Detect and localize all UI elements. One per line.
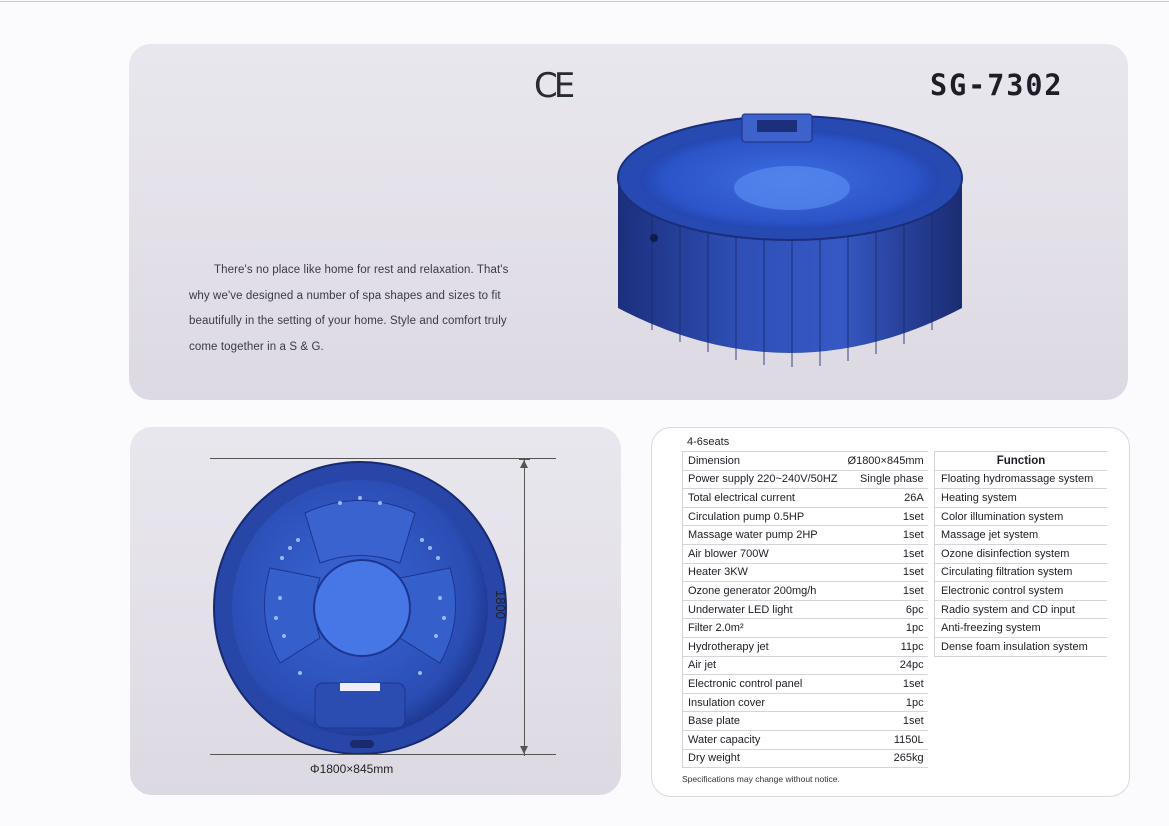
table-row <box>683 563 928 582</box>
spec-value: 1150L <box>843 730 928 749</box>
spec-value: 6pc <box>843 600 928 619</box>
spec-label: Electronic control panel <box>683 675 843 694</box>
spec-value: 265kg <box>843 749 928 768</box>
function-item: Dense foam insulation system <box>935 637 1108 656</box>
spec-label: Dimension <box>683 452 843 471</box>
table-row <box>935 582 1108 601</box>
spec-value: 24pc <box>843 656 928 675</box>
table-row <box>935 563 1108 582</box>
seats-label: 4-6seats <box>687 436 730 448</box>
spec-value: Ø1800×845mm <box>843 452 928 471</box>
spec-label: Insulation cover <box>683 693 843 712</box>
spec-label: Hydrotherapy jet <box>683 637 843 656</box>
top-rule <box>0 1 1169 2</box>
table-row <box>683 507 928 526</box>
spec-label: Dry weight <box>683 749 843 768</box>
spec-value: 1set <box>843 582 928 601</box>
table-row <box>683 693 928 712</box>
dimension-line-top <box>210 458 556 459</box>
dimension-tick-bottom <box>519 754 530 755</box>
spec-label: Heater 3KW <box>683 563 843 582</box>
table-row <box>683 582 928 601</box>
spec-value: 26A <box>843 489 928 508</box>
function-item: Circulating filtration system <box>935 563 1108 582</box>
function-item: Massage jet system <box>935 526 1108 545</box>
spec-value: 1set <box>843 507 928 526</box>
table-row <box>683 470 928 489</box>
spec-value: 1set <box>843 526 928 545</box>
arrow-down-icon <box>520 746 528 754</box>
table-row <box>683 544 928 563</box>
spec-value: 1pc <box>843 619 928 638</box>
spec-value: 1pc <box>843 693 928 712</box>
table-row <box>683 526 928 545</box>
table-row <box>683 675 928 694</box>
height-dimension-label: 1800 <box>493 590 508 619</box>
table-row <box>683 730 928 749</box>
table-row <box>683 452 928 471</box>
spec-label: Air blower 700W <box>683 544 843 563</box>
function-item: Ozone disinfection system <box>935 544 1108 563</box>
function-item: Electronic control system <box>935 582 1108 601</box>
spec-value: 1set <box>843 712 928 731</box>
spec-value: 11pc <box>843 637 928 656</box>
spec-label: Water capacity <box>683 730 843 749</box>
table-row <box>683 489 928 508</box>
table-row <box>935 544 1108 563</box>
spa-top-view-drawing <box>210 458 510 758</box>
spec-label: Power supply 220~240V/50HZ <box>683 470 843 489</box>
function-item: Radio system and CD input <box>935 600 1108 619</box>
dimension-line-vertical <box>524 460 525 756</box>
spec-value: 1set <box>843 563 928 582</box>
table-row <box>683 712 928 731</box>
spec-value: 1set <box>843 544 928 563</box>
spec-label: Ozone generator 200mg/h <box>683 582 843 601</box>
table-row <box>683 600 928 619</box>
specs-note: Specifications may change without notice. <box>682 774 840 784</box>
table-row <box>683 637 928 656</box>
spec-value: 1set <box>843 675 928 694</box>
spec-label: Underwater LED light <box>683 600 843 619</box>
table-row <box>935 489 1108 508</box>
spec-label: Massage water pump 2HP <box>683 526 843 545</box>
function-item: Floating hydromassage system <box>935 470 1108 489</box>
dimension-line-bottom <box>210 754 556 755</box>
spec-label: Circulation pump 0.5HP <box>683 507 843 526</box>
table-row <box>935 470 1108 489</box>
function-item: Anti-freezing system <box>935 619 1108 638</box>
arrow-up-icon <box>520 460 528 468</box>
table-row <box>683 619 928 638</box>
spec-table <box>682 451 928 768</box>
table-row <box>935 619 1108 638</box>
table-row <box>935 507 1108 526</box>
table-row <box>683 656 928 675</box>
intro-paragraph: There's no place like home for rest and relaxation. That's why we've designed a number of spa shapes and sizes to fit beautifully in the setting of your home. Style and comfort truly come together in a S & G. <box>189 264 509 353</box>
intro-text <box>189 258 529 360</box>
spec-label: Base plate <box>683 712 843 731</box>
table-row <box>935 452 1108 471</box>
function-heading: Function <box>935 452 1108 471</box>
spec-label: Air jet <box>683 656 843 675</box>
spec-label: Filter 2.0m² <box>683 619 843 638</box>
spa-tub-photo <box>612 108 968 376</box>
table-row <box>935 600 1108 619</box>
spec-value: Single phase <box>843 470 928 489</box>
function-item: Color illumination system <box>935 507 1108 526</box>
model-number: SG-7302 <box>930 68 1064 102</box>
spec-label: Total electrical current <box>683 489 843 508</box>
table-row <box>683 749 928 768</box>
table-row <box>935 526 1108 545</box>
table-row <box>935 637 1108 656</box>
ce-mark-icon: CE <box>534 66 572 106</box>
function-table <box>934 451 1107 657</box>
size-caption: Φ1800×845mm <box>310 762 394 776</box>
function-item: Heating system <box>935 489 1108 508</box>
